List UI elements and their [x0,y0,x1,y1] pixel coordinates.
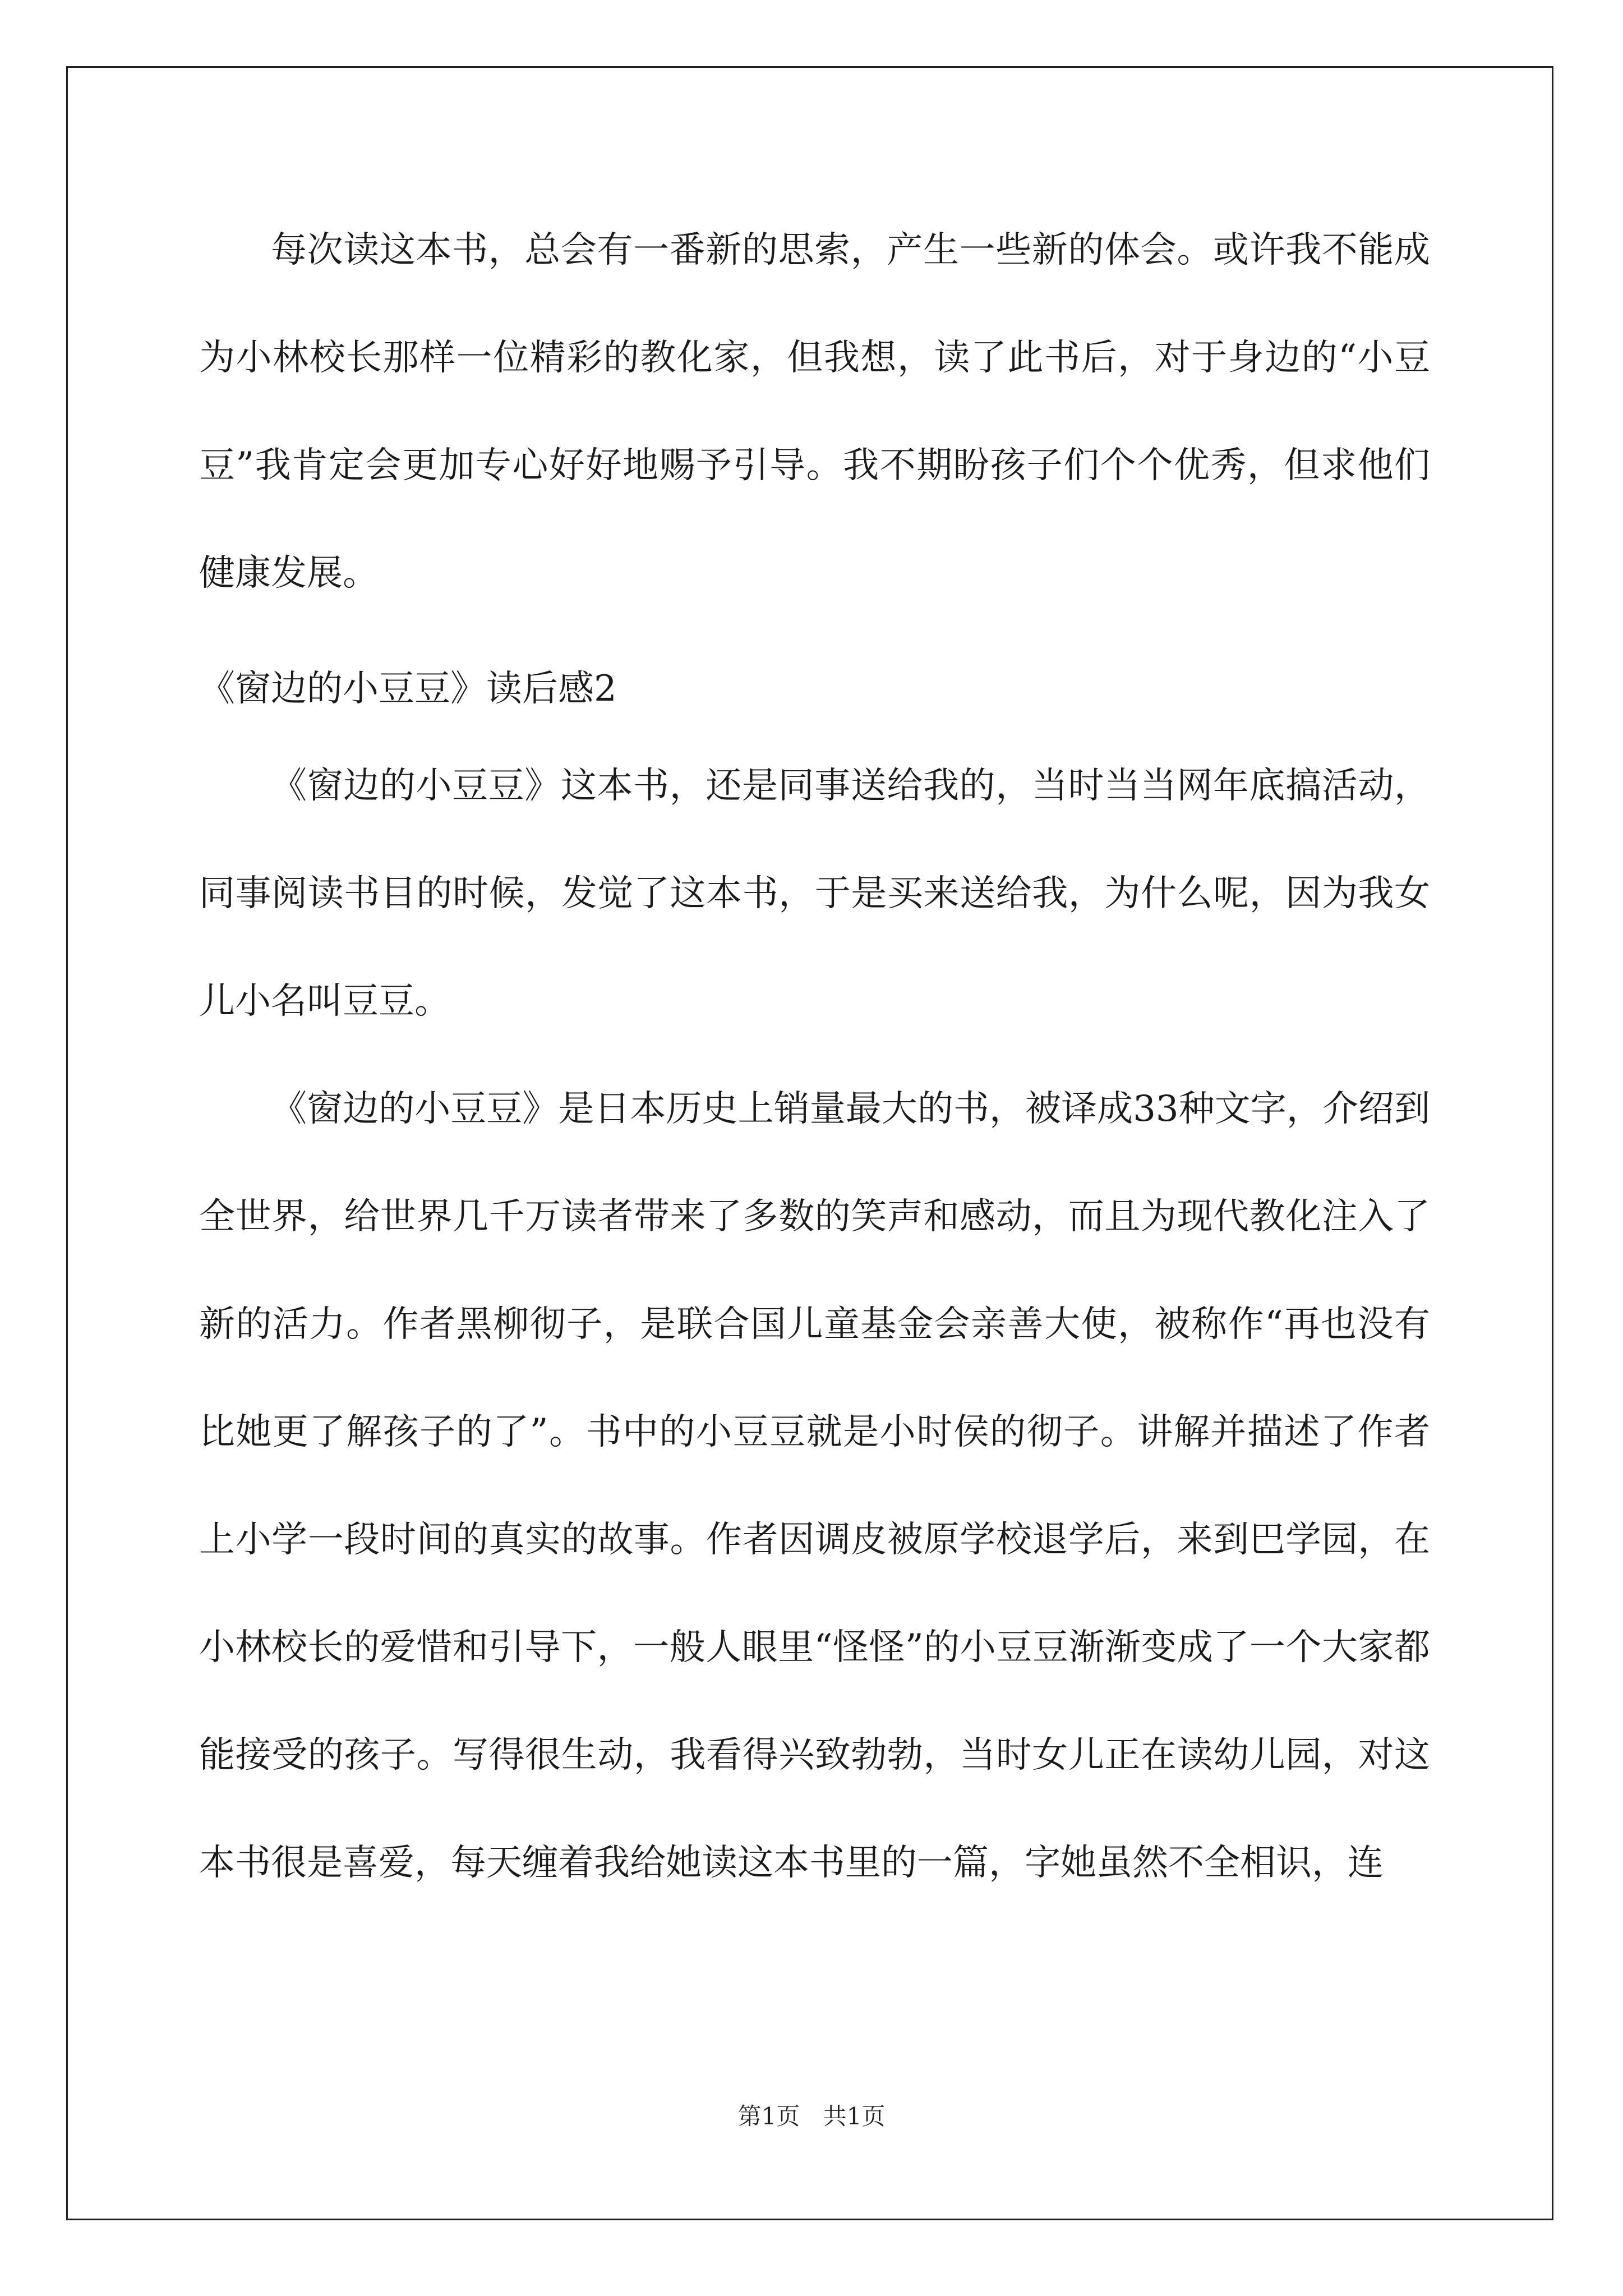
page-footer [0,2098,1623,2132]
body-text-top [199,196,1430,627]
paragraph: 《窗边的小豆豆》是日本历史上销量最大的书，被译成33种文字，介绍到全世界，给世界几千万读者带来了多数的笑声和感动，而且为现代教化注入了新的活力。作者黑柳彻子，是联合国儿童基金会亲善大使，被称作“再也没有比她更了解孩子的了”。书中的小豆豆就是小时侯的彻子。讲解并描述了作者上小学一段时间的真实的故事。作者因调皮被原学校退学后，来到巴学园，在小林校长的爱惜和引导下，一般人眼里“怪怪”的小豆豆渐渐变成了一个大家都能接受的孩子。写得很生动，我看得兴致勃勃，当时女儿正在读幼儿园，对这本书很是喜爱，每天缠着我给她读这本书里的一篇，字她虽然不全相识，连 [199,1088,1430,1884]
paragraph: 《窗边的小豆豆》这本书，还是同事送给我的，当时当当网年底搞活动，同事阅读书目的时候，发觉了这本书，于是买来送给我，为什么呢，因为我女儿小名叫豆豆。 [199,765,1430,1022]
paragraph: 每次读这本书，总会有一番新的思索，产生一些新的体会。或许我不能成为小林校长那样一位精彩的教化家，但我想，读了此书后，对于身边的“小豆豆”我肯定会更加专心好好地赐予引导。我不期盼孩子们个个优秀，但求他们健康发展。 [199,229,1430,594]
page-number: 第1页 [737,2102,800,2130]
page-total: 共1页 [823,2102,886,2130]
body-text-main [199,732,1430,1917]
section-heading: 《窗边的小豆豆》读后感2 [199,668,617,710]
